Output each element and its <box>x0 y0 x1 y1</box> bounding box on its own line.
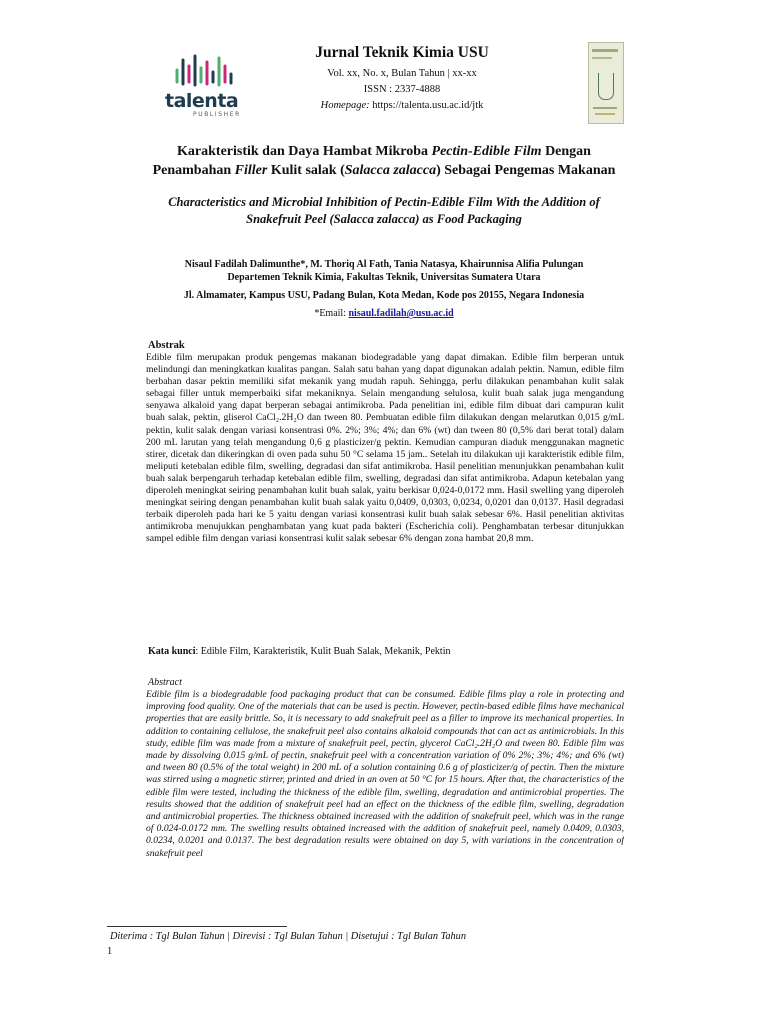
volume-line: Vol. xx, No. x, Bulan Tahun | xx-xx <box>327 68 477 79</box>
logo-subtitle: PUBLISHER <box>193 111 241 118</box>
cover-band <box>592 57 612 59</box>
issn-line: ISSN : 2337-4888 <box>363 84 441 95</box>
journal-cover-thumbnail <box>588 42 624 124</box>
title-en-line-1: Characteristics and Microbial Inhibition of Pectin-Edible Film With the Addition of <box>168 195 600 209</box>
author-email-line <box>120 308 648 319</box>
abstract-heading: Abstract <box>148 677 182 688</box>
cover-band <box>593 107 617 109</box>
title-line-1: Karakteristik dan Daya Hambat Mikroba Pectin-Edible Film Dengan <box>177 144 591 159</box>
journal-title: Jurnal Teknik Kimia USU <box>315 44 489 61</box>
cover-band <box>595 113 615 115</box>
email-label: *Email: <box>314 308 349 319</box>
footnote-rule <box>107 926 287 927</box>
keywords-label: Kata kunci <box>148 646 196 657</box>
publisher-logo <box>165 52 245 118</box>
paper-title-english <box>120 194 648 228</box>
title-line-2: Penambahan Filler Kulit salak (Salacca zalacca) Sebagai Pengemas Makanan <box>152 163 616 178</box>
cover-band <box>592 49 618 52</box>
abstract-body: Edible film is a biodegradable food packaging product that can be consumed. Edible films play a role in protecting and improving food quality. One of the materials that can be used is pectin. However, pectin-based edible films have mechanical properties that are easily brittle. So, it is necessary to add snakefruit peel as a filler to improve its mechanical properties. In addition to containing cellulose, the snakefruit peel also contains alkaloid compounds that can act as antimicrobials. In this study, edible film was made from a mixture of snakefruit peel, pectin, glycerol CaCl₂.2H₂O and tween 80. Edible film was made by dissolving 0.015 g/mL of pectin, snakefruit peel with a concentration variation of 0% 2%; 3%; 4%; and 6% (wt) and tween 80 (0.5% of the total weight) in 200 mL of a solution containing 0.6 g of plasticizer/g of pectin. Then the mixture was stirred using a magnetic stirrer, printed and dried in an oven at 50 °C for 15 hours. After that, the characteristics of the edible film were tested, including the thickness of the edible film, swelling, degradation and antimicrobial properties. The results showed that the addition of snakefruit peel had an effect on the thickness of the edible film, swelling, degradation and antimicrobial properties. The thickness obtained increased with the addition of snakefruit peel, which was in the range of 0.024-0.0172 mm. The swelling results obtained increased with the addition of snakefruit peel, namely 0.0409, 0.0303, 0.0234, 0.0201 and 0.0137. The best degradation results were obtained on day 5, with variations in the concentration of snakefruit peel <box>146 689 624 859</box>
author-block <box>120 258 648 284</box>
logo-bars-graphic <box>171 52 237 90</box>
abstrak-heading: Abstrak <box>148 340 185 351</box>
paper-title-indonesian <box>120 142 648 180</box>
keywords-value: : Edible Film, Karakteristik, Kulit Buah Salak, Mekanik, Pektin <box>195 646 451 657</box>
author-address: Jl. Almamater, Kampus USU, Padang Bulan, Kota Medan, Kode pos 20155, Negara Indonesia <box>183 290 585 301</box>
title-en-line-2: Snakefruit Peel (Salacca zalacca) as Food Packaging <box>246 212 522 226</box>
author-department: Departemen Teknik Kimia, Fakultas Teknik, Universitas Sumatera Utara <box>227 272 541 283</box>
homepage-label: Homepage: <box>320 100 370 111</box>
author-names: Nisaul Fadilah Dalimunthe*, M. Thoriq Al Fath, Tania Natasya, Khairunnisa Alifia Pulungan <box>184 259 584 270</box>
journal-header <box>252 44 552 111</box>
keywords-line <box>148 646 624 657</box>
flask-icon <box>598 73 614 100</box>
abstrak-body: Edible film merupakan produk pengemas makanan biodegradable yang dapat dimakan. Edible film berperan untuk melindungi dan meningkatkan kualitas pangan. Salah satu bahan yang dapat digunakan adalah pektin. Namun, edible film berbahan dasar pektin memiliki sifat mekanik yang mudah rapuh. Sehingga, perlu dilakukan penambahan kulit salak sebagai filler untuk memperbaiki sifat mekaniknya. Selain mengandung selulosa, kulit buah salak juga mengandung senyawa alkaloid yang dapat berperan sebagai antimikroba. Pada penelitian ini, edible film dibuat dari campuran kulit buah salak, pektin, gliserol CaCl₂.2H₂O dan tween 80. Pembuatan edible film dilakukan dengan melarutkan 0,015 g/mL pektin, kulit salak dengan variasi konsentrasi 0%. 2%; 3%; 4%; dan 6% (wt) dan tween 80 (0,5% dari berat total) dalam 200 mL larutan yang telah mengandung 0,6 g plasticizer/g pektin. Kemudian campuran diaduk menggunakan magnetic stirer, dicetak dan dikeringkan di oven pada suhu 50 °C selama 15 jam.. Setelah itu dilakukan uji karakteristik edible film, meliputi ketebalan edible film, swelling, degradasi dan sifat antimikroba. Hasil penelitian menunjukkan penambahan kulit buah salak berpengaruh terhadap ketebalan edible film, swelling, degradasi dan sifat antimikroba. Adapun ketebalan yang diperoleh meningkat seiring penambahan kulit buah salak, yaitu berkisar 0,024-0,0172 mm. Hasil swelling yang diperoleh meningkat seiring dengan penambahan kulit buah salak yaitu 0,0409, 0,0303, 0,0234, 0,0201 dan 0,0137. Hasil degradasi terbaik diperoleh pada hari ke 5 yaitu dengan variasi konsentrasi kulit buah salak sebesar 6%. Hasil penelitian aktivitas antimikroba menujukkan penghambatan yang kuat pada bakteri (Escherichia coli). Penghambatan terbesar ditunjukkan sampel edible film dengan variasi konsentrasi kulit salak sebesar 6% dengan zona hambat 20,8 mm. <box>146 352 624 545</box>
submission-dates: Diterima : Tgl Bulan Tahun | Direvisi : Tgl Bulan Tahun | Disetujui : Tgl Bulan Tahun <box>110 931 466 942</box>
logo-wordmark: talenta <box>165 90 239 112</box>
page-number: 1 <box>107 946 113 957</box>
homepage-url[interactable]: https://talenta.usu.ac.id/jtk <box>372 100 484 111</box>
homepage-line <box>252 100 552 111</box>
email-link[interactable]: nisaul.fadilah@usu.ac.id <box>348 308 454 319</box>
